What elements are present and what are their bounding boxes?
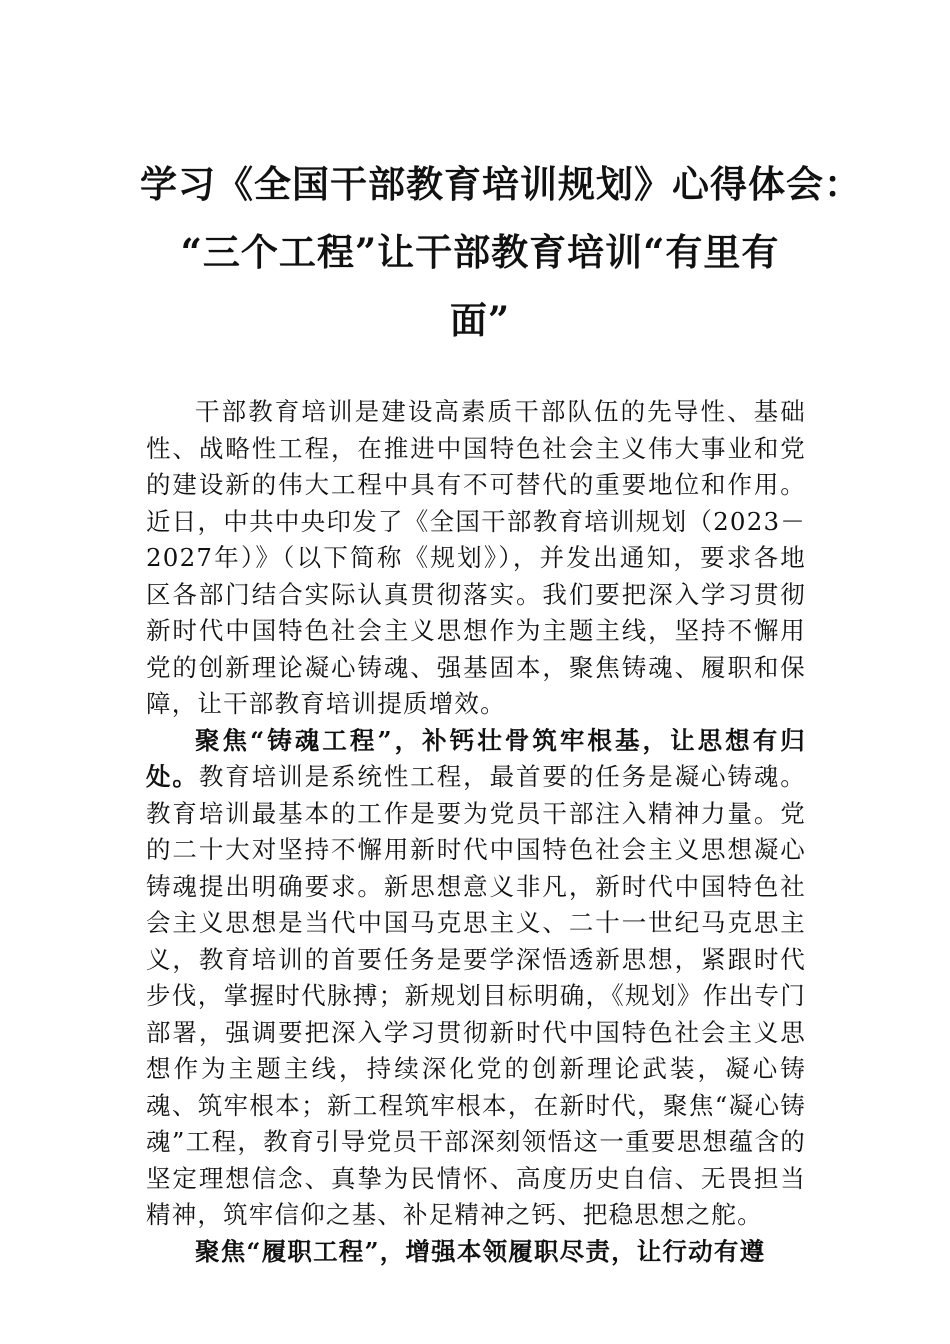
paragraph-lead: 聚焦“履职工程”，增强本领履职尽责，让行动有遵 xyxy=(195,1236,766,1266)
paragraph-intro xyxy=(146,394,806,723)
document-body xyxy=(146,394,806,1270)
title-line-1: 学习《全国干部教育培训规划》心得体会： xyxy=(140,162,862,206)
document-title xyxy=(140,150,862,354)
title-line-3: 面” xyxy=(449,298,511,342)
paragraph-text: 教育培训是系统性工程，最首要的任务是凝心铸魂。教育培训最基本的工作是要为党员干部注入精神力量。党的二十大对坚持不懈用新时代中国特色社会主义思想凝心铸魂提出明确要求。新思想意义非凡，新时代中国特色社会主义思想是当代中国马克思主义、二十一世纪马克思主义，教育培训的首要任务是要学深悟透新思想，紧跟时代步伐，掌握时代脉搏；新规划目标明确，《规划》作出专门部署，强调要把深入学习贯彻新时代中国特色社会主义思想作为主题主线，持续深化党的创新理论武装，凝心铸魂、筑牢根本；新工程筑牢根本，在新时代，聚焦“凝心铸魂”工程，教育引导党员干部深刻领悟这一重要思想蕴含的坚定理想信念、真挚为民情怀、高度历史自信、无畏担当精神，筑牢信仰之基、补足精神之钙、把稳思想之舵。 xyxy=(146,762,806,1229)
paragraph-lead: 聚焦“铸魂工程”，补钙壮骨筑牢根基，让思想有归处。 xyxy=(146,725,806,791)
paragraph-soul-project xyxy=(146,723,806,1234)
paragraph-duty-project xyxy=(146,1234,806,1271)
title-line-2: “三个工程”让干部教育培训“有里有 xyxy=(180,230,780,274)
paragraph-text: 干部教育培训是建设高素质干部队伍的先导性、基础性、战略性工程，在推进中国特色社会主义伟大事业和党的建设新的伟大工程中具有不可替代的重要地位和作用。近日，中共中央印发了《全国干部教育培训规划（2023－2027年）》（以下简称《规划》），并发出通知，要求各地区各部门结合实际认真贯彻落实。我们要把深入学习贯彻新时代中国特色社会主义思想作为主题主线，坚持不懈用党的创新理论凝心铸魂、强基固本，聚焦铸魂、履职和保障，让干部教育培训提质增效。 xyxy=(146,397,806,718)
